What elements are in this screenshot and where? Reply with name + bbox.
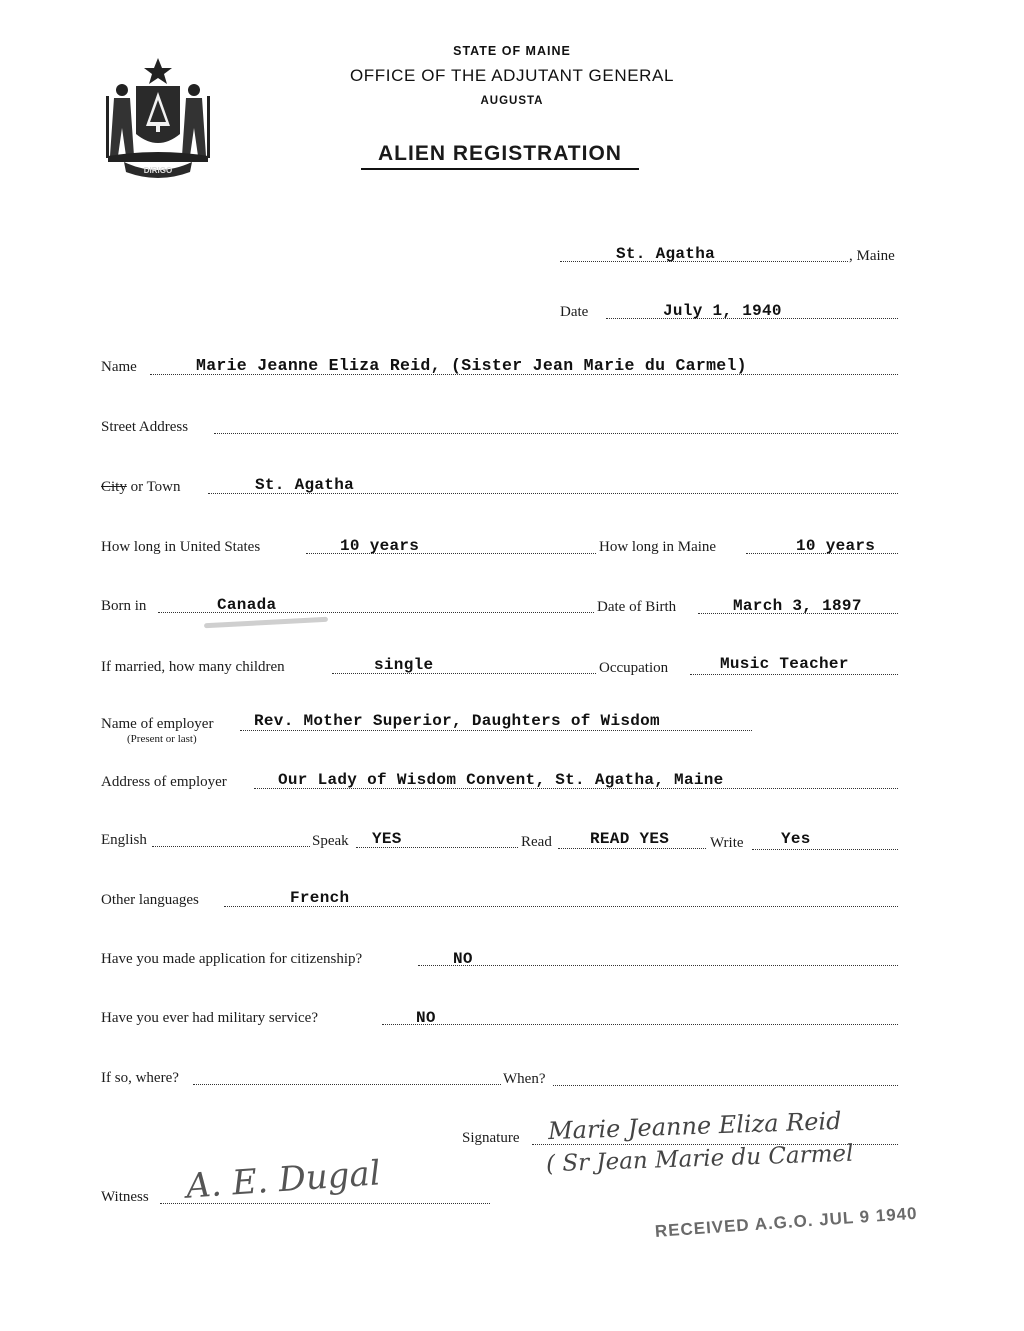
occupation-label: Occupation [599, 660, 669, 676]
us-duration-value: 10 years [340, 537, 420, 555]
speak-label: Speak [312, 833, 349, 849]
read-line [558, 848, 706, 849]
date-label: Date [560, 304, 589, 320]
write-label: Write [710, 835, 744, 851]
place-value: St. Agatha [616, 245, 716, 263]
children-value: single [374, 656, 434, 674]
employer-address-label: Address of employer [101, 774, 227, 790]
born-label: Born in [101, 598, 147, 614]
read-label: Read [521, 834, 552, 850]
when-label: When? [503, 1071, 546, 1087]
name-value: Marie Jeanne Eliza Reid, (Sister Jean Marie du Carmel) [196, 356, 747, 375]
witness-label: Witness [101, 1189, 149, 1205]
header-city: AUGUSTA [480, 95, 544, 107]
received-stamp: RECEIVED A.G.O. JUL 9 1940 [654, 1203, 919, 1241]
svg-text:DIRIGO: DIRIGO [143, 166, 173, 175]
where-label: If so, where? [101, 1070, 179, 1086]
place-suffix-label: , Maine [849, 248, 895, 264]
city-value: St. Agatha [255, 476, 355, 494]
military-value: NO [416, 1009, 436, 1027]
form-title: ALIEN REGISTRATION [361, 142, 639, 170]
city-label-struck: City [101, 479, 127, 495]
born-value: Canada [217, 596, 277, 614]
dob-label: Date of Birth [597, 599, 677, 615]
signature-label: Signature [462, 1130, 520, 1146]
military-line [382, 1024, 898, 1025]
street-line [214, 433, 898, 434]
where-line [193, 1084, 501, 1085]
citizenship-line [418, 965, 898, 966]
english-line [152, 846, 310, 847]
employer-label: Name of employer [101, 716, 214, 732]
witness-signature: A. E. Dugal [184, 1153, 382, 1207]
citizenship-value: NO [453, 950, 473, 968]
employer-line [240, 730, 752, 731]
occupation-line [690, 674, 898, 675]
header-office: OFFICE OF THE ADJUTANT GENERAL [349, 66, 675, 85]
employer-value: Rev. Mother Superior, Daughters of Wisdom [254, 712, 660, 730]
header-state: STATE OF MAINE [453, 44, 571, 58]
children-label: If married, how many children [101, 659, 285, 675]
date-value: July 1, 1940 [663, 302, 782, 320]
occupation-value: Music Teacher [720, 655, 849, 673]
children-line [332, 673, 596, 674]
city-label-rest: or Town [130, 479, 181, 495]
city-label [101, 479, 181, 496]
citizenship-label: Have you made application for citizenship? [101, 951, 363, 967]
read-value: READ YES [590, 830, 670, 848]
name-label: Name [101, 359, 137, 375]
other-languages-label: Other languages [101, 892, 199, 908]
write-value: Yes [781, 830, 811, 848]
when-line [553, 1085, 898, 1086]
other-languages-value: French [290, 889, 350, 907]
english-label: English [101, 832, 147, 848]
street-label: Street Address [101, 419, 189, 435]
employer-address-value: Our Lady of Wisdom Convent, St. Agatha, Maine [278, 771, 724, 789]
signature-handwriting-2: ( Sr Jean Marie du Carmel [545, 1140, 854, 1178]
us-duration-label: How long in United States [101, 539, 261, 555]
speak-value: YES [372, 830, 402, 848]
maine-duration-value: 10 years [796, 537, 876, 555]
employer-sublabel: (Present or last) [127, 733, 197, 745]
maine-duration-label: How long in Maine [599, 539, 717, 555]
pencil-mark [204, 617, 328, 628]
write-line [752, 849, 898, 850]
signature-handwriting-1: Marie Jeanne Eliza Reid [547, 1106, 842, 1146]
dob-value: March 3, 1897 [733, 597, 862, 615]
military-label: Have you ever had military service? [101, 1010, 318, 1026]
